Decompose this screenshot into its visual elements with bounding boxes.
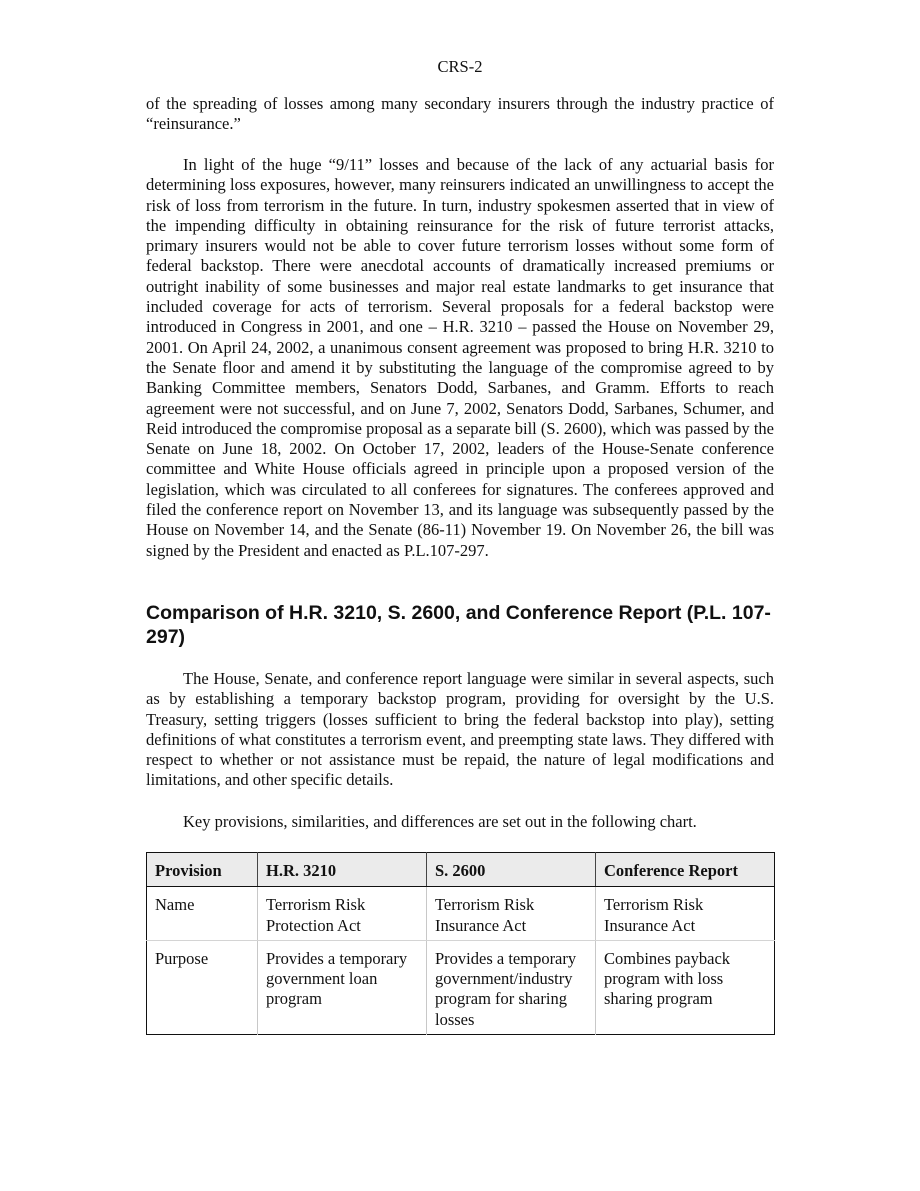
column-header-conference-report: Conference Report bbox=[596, 853, 775, 887]
table-row bbox=[147, 940, 775, 1034]
table-row bbox=[147, 887, 775, 941]
column-header-hr3210: H.R. 3210 bbox=[258, 853, 427, 887]
body-paragraph-3: The House, Senate, and conference report language were similar in several aspects, such as by establishing a temporary backstop program, providing for oversight by the U.S. Treasury, setting triggers (losses sufficient to bring the federal backstop into play), setting definitions of what constitutes a terrorism event, and preempting state laws. They differed with respect to whether or not assistance must be repaid, the nature of legal modifications and limitations, and other specific details. bbox=[146, 669, 774, 790]
body-paragraph-1: of the spreading of losses among many secondary insurers through the industry practice of “reinsurance.” bbox=[146, 94, 774, 134]
table-cell-provision: Purpose bbox=[147, 940, 258, 1034]
table-header-row bbox=[147, 853, 775, 887]
table-cell-provision: Name bbox=[147, 887, 258, 941]
table-cell-s2600: Terrorism Risk Insurance Act bbox=[427, 887, 596, 941]
table-cell-conference-report: Terrorism Risk Insurance Act bbox=[596, 887, 775, 941]
table-cell-s2600: Provides a temporary government/industry program for sharing losses bbox=[427, 940, 596, 1034]
page-number: CRS-2 bbox=[437, 57, 483, 76]
column-header-s2600: S. 2600 bbox=[427, 853, 596, 887]
provisions-comparison-table bbox=[146, 852, 775, 1035]
section-heading: Comparison of H.R. 3210, S. 2600, and Conference Report (P.L. 107-297) bbox=[146, 602, 771, 648]
body-paragraph-4: Key provisions, similarities, and differences are set out in the following chart. bbox=[183, 812, 697, 831]
body-paragraph-2: In light of the huge “9/11” losses and because of the lack of any actuarial basis for determining loss exposures, however, many reinsurers indicated an unwillingness to accept the risk of loss from terrorism in the future. In turn, industry spokesmen asserted that in view of the impending difficulty in obtaining reinsurance for the risk of future terrorist attacks, primary insurers would not be able to cover future terrorism losses without some form of federal backstop. There were anecdotal accounts of dramatically increased premiums or outright inability of some businesses and major real estate landmarks to get insurance that included coverage for acts of terrorism. Several proposals for a federal backstop were introduced in Congress in 2001, and one – H.R. 3210 – passed the House on November 29, 2001. On April 24, 2002, a unanimous consent agreement was proposed to bring H.R. 3210 to the Senate floor and amend it by substituting the language of the compromise agreed to by Banking Committee members, Senators Dodd, Sarbanes, and Gramm. Efforts to reach agreement were not successful, and on June 7, 2002, Senators Dodd, Sarbanes, Schumer, and Reid introduced the compromise proposal as a separate bill (S. 2600), which was passed by the Senate on June 18, 2002. On October 17, 2002, leaders of the House-Senate conference committee and White House officials agreed in principle upon a proposed version of the legislation, which was circulated to all conferees for signatures. The conferees approved and filed the conference report on November 13, and its language was subsequently passed by the House on November 14, and the Senate (86-11) November 19. On November 26, the bill was signed by the President and enacted as P.L.107-297. bbox=[146, 155, 774, 560]
table-cell-conference-report: Combines payback program with loss sharing program bbox=[604, 948, 731, 1009]
table-cell-hr3210: Provides a temporary government loan program bbox=[258, 940, 427, 1034]
column-header-provision: Provision bbox=[147, 853, 258, 887]
table-cell-hr3210: Terrorism Risk Protection Act bbox=[258, 887, 427, 941]
